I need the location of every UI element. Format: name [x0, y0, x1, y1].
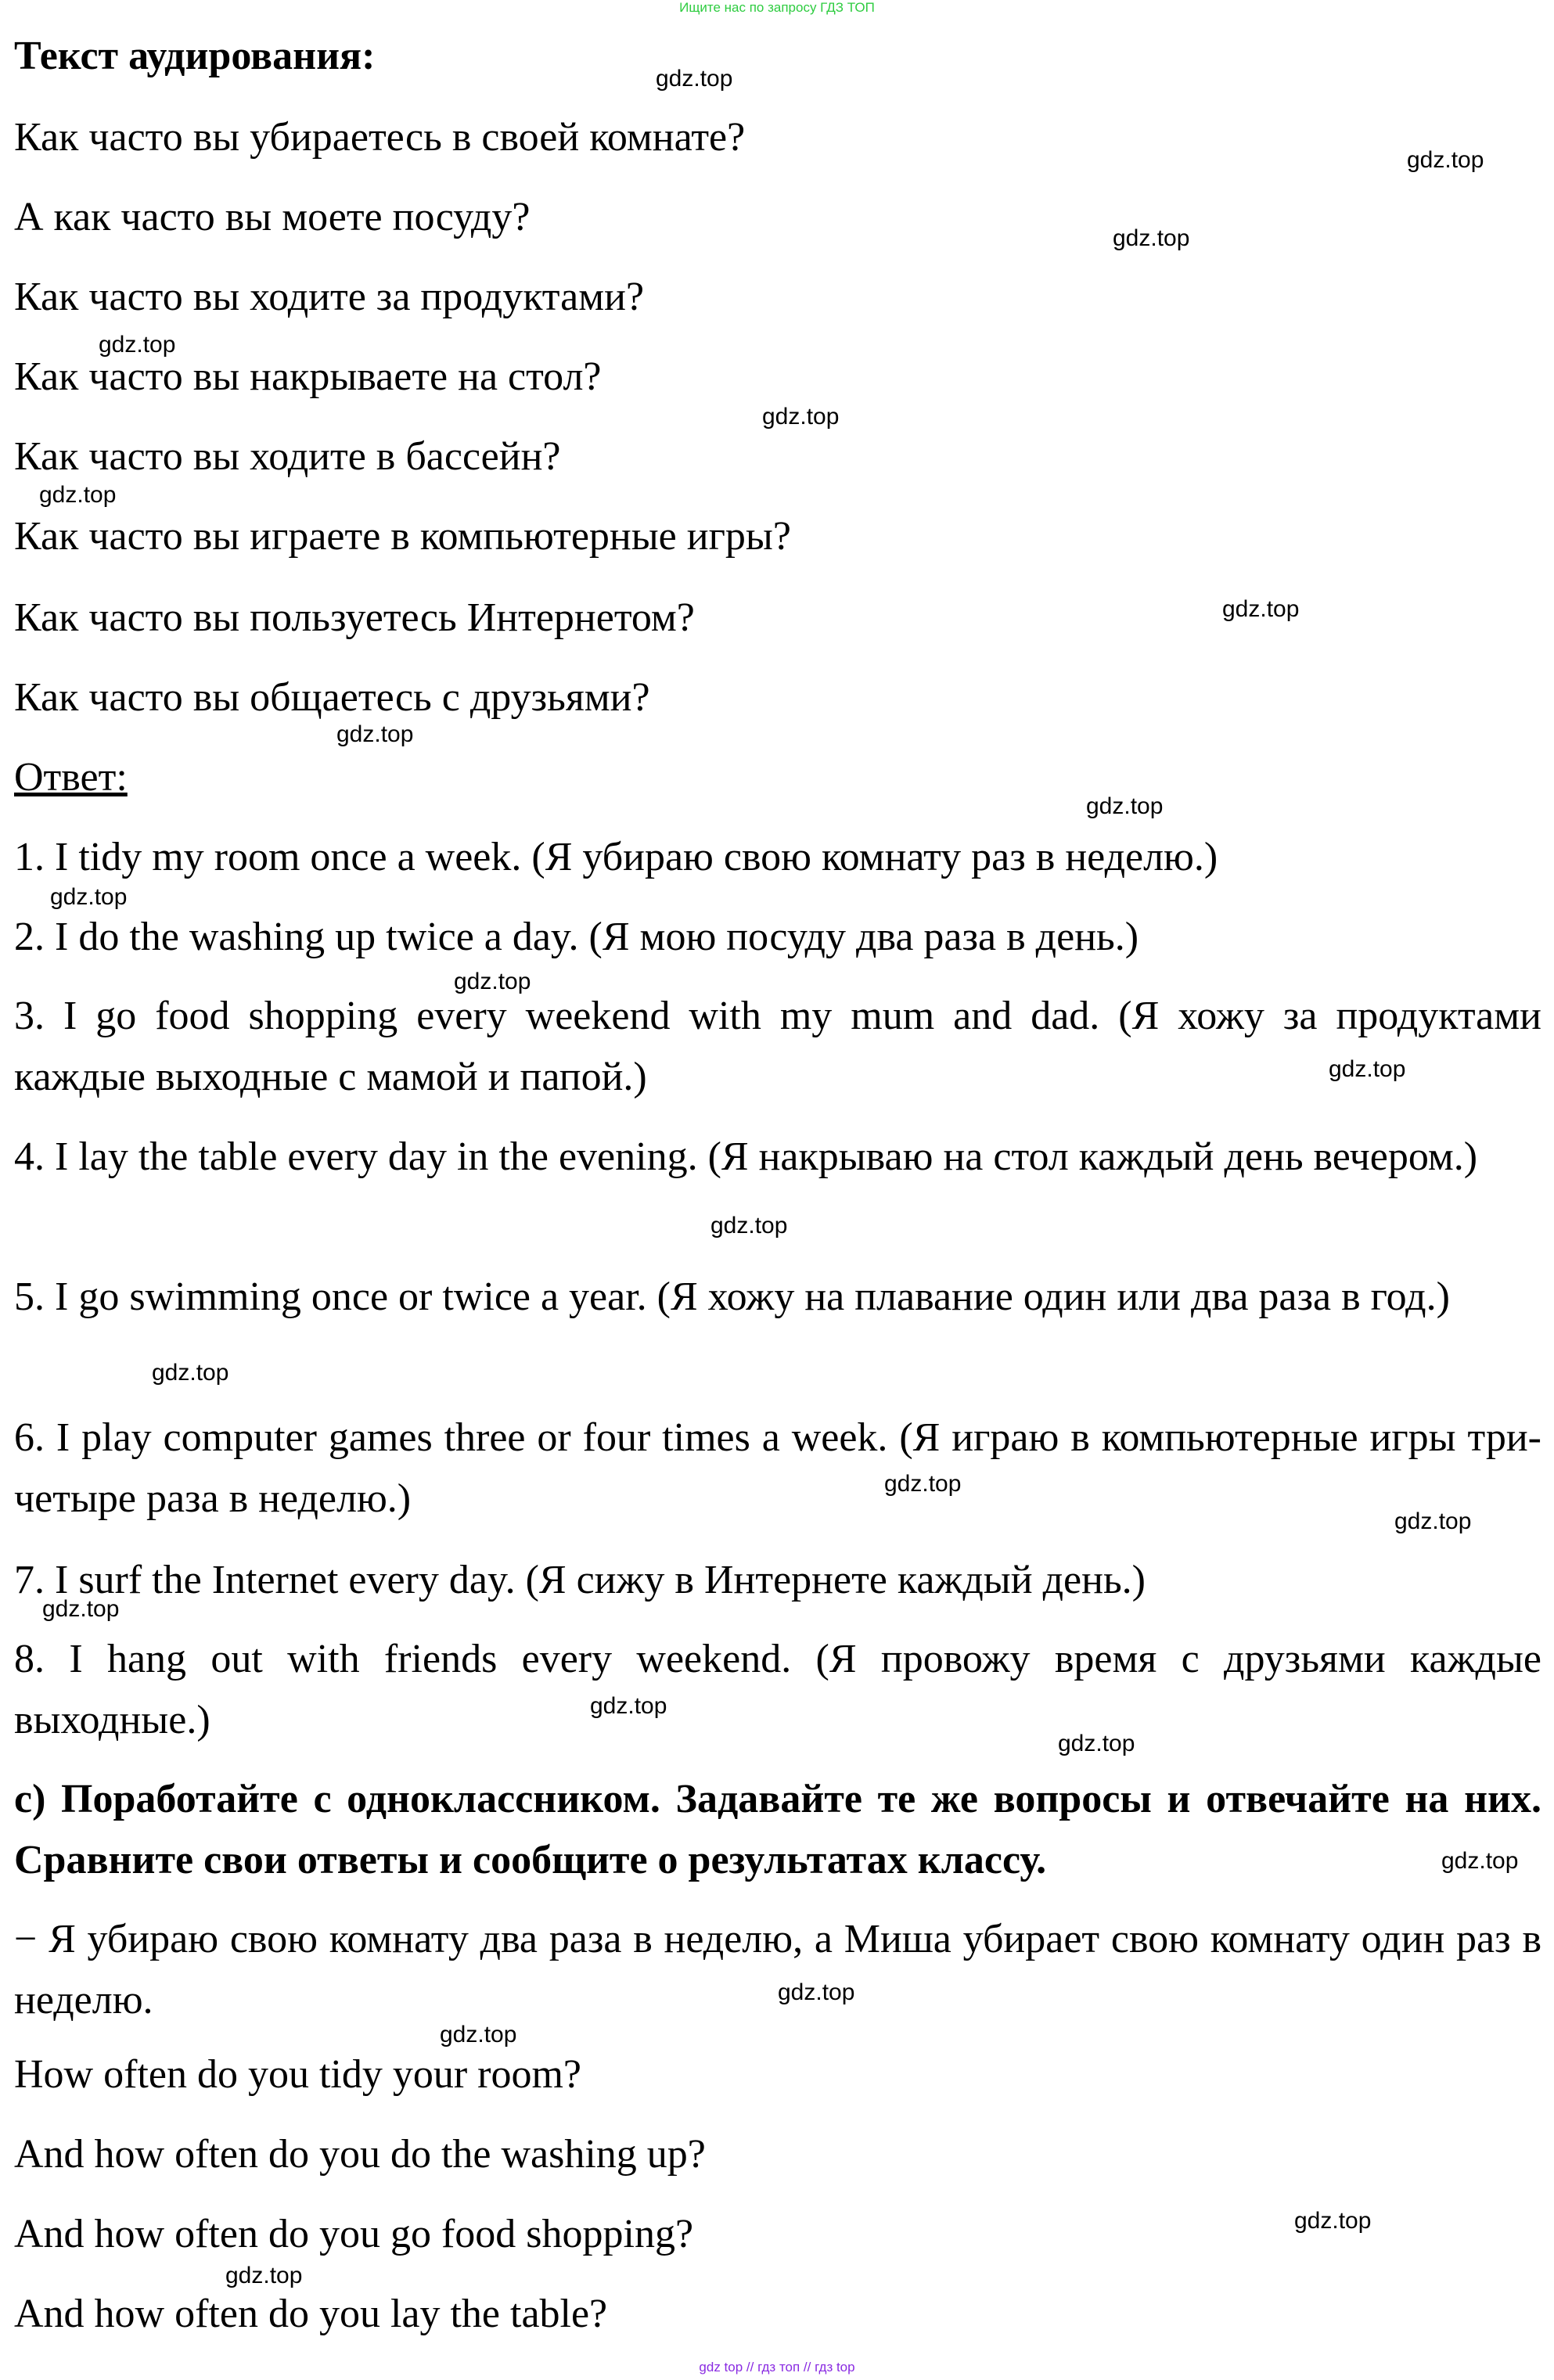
answer-1: 1. I tidy my room once a week. (Я убираю свою комнату раз в неделю.): [14, 835, 1218, 879]
watermark: gdz.top: [440, 2022, 517, 2047]
answer-8: 8. I hang out with friends every weekend. (Я провожу время с друзьями каждые выходные.): [14, 1637, 1541, 1742]
answer-2: 2. I do the washing up twice a day. (Я мою посуду два раза в день.): [14, 915, 1139, 959]
watermark: gdz.top: [1394, 1508, 1472, 1534]
question-ru-1: Как часто вы убираетесь в своей комнате?: [14, 115, 746, 160]
question-ru-5: Как часто вы ходите в бассейн?: [14, 434, 561, 479]
watermark: gdz.top: [39, 482, 117, 508]
question-ru-8: Как часто вы общаетесь с друзьями?: [14, 675, 650, 720]
question-en-2: And how often do you do the washing up?: [14, 2132, 706, 2177]
task-c-instruction: c) Поработайте с одноклассником. Задавайте те же вопросы и отвечайте на них. Сравните свои ответы и сообщите о результатах классу.: [14, 1777, 1541, 1882]
answer-3: 3. I go food shopping every weekend with my mum and dad. (Я хожу за продуктами каждые выходные с мамой и папой.): [14, 994, 1541, 1099]
watermark: gdz.top: [225, 2263, 303, 2288]
watermark: gdz.top: [762, 404, 840, 430]
question-en-4: And how often do you lay the table?: [14, 2292, 608, 2336]
watermark: gdz.top: [1113, 225, 1190, 251]
answer-heading: Ответ:: [14, 755, 128, 800]
question-ru-3: Как часто вы ходите за продуктами?: [14, 275, 645, 319]
watermark: gdz.top: [454, 969, 531, 994]
question-ru-6: Как часто вы играете в компьютерные игры?: [14, 514, 791, 559]
question-ru-7: Как часто вы пользуетесь Интернетом?: [14, 595, 695, 640]
watermark: gdz.top: [710, 1213, 788, 1239]
watermark: gdz.top: [1441, 1848, 1519, 1874]
watermark: gdz.top: [99, 332, 176, 358]
watermark: gdz.top: [1294, 2208, 1372, 2234]
watermark: gdz.top: [152, 1360, 229, 1386]
watermark: gdz.top: [884, 1471, 962, 1497]
bottom-footer: gdz top // гдз топ // гдз top: [699, 2360, 855, 2375]
dialogue-example: − Я убираю свою комнату два раза в неделю, а Миша убирает свою комнату один раз в неделю.: [14, 1917, 1541, 2022]
top-banner: Ищите нас по запросу ГДЗ ТОП: [679, 0, 875, 15]
question-ru-2: А как часто вы моете посуду?: [14, 195, 531, 239]
question-en-3: And how often do you go food shopping?: [14, 2212, 694, 2256]
watermark: gdz.top: [656, 66, 733, 92]
watermark: gdz.top: [778, 1979, 855, 2005]
watermark: gdz.top: [42, 1596, 120, 1622]
page-title: Текст аудирования:: [14, 34, 376, 78]
answer-7: 7. I surf the Internet every day. (Я сижу в Интернете каждый день.): [14, 1558, 1146, 1602]
watermark: gdz.top: [1407, 147, 1484, 173]
watermark: gdz.top: [336, 721, 414, 747]
watermark: gdz.top: [1222, 596, 1300, 622]
question-en-1: How often do you tidy your room?: [14, 2052, 582, 2097]
answer-6: 6. I play computer games three or four times a week. (Я играю в компьютерные игры три-четыре раза в неделю.): [14, 1415, 1541, 1521]
question-ru-4: Как часто вы накрываете на стол?: [14, 354, 602, 399]
watermark: gdz.top: [50, 884, 128, 910]
watermark: gdz.top: [590, 1693, 667, 1719]
watermark: gdz.top: [1329, 1056, 1406, 1082]
watermark: gdz.top: [1058, 1731, 1135, 1756]
answer-5: 5. I go swimming once or twice a year. (Я хожу на плавание один или два раза в год.): [14, 1274, 1450, 1319]
watermark: gdz.top: [1086, 793, 1164, 819]
answer-4: 4. I lay the table every day in the evening. (Я накрываю на стол каждый день вечером.): [14, 1134, 1478, 1179]
